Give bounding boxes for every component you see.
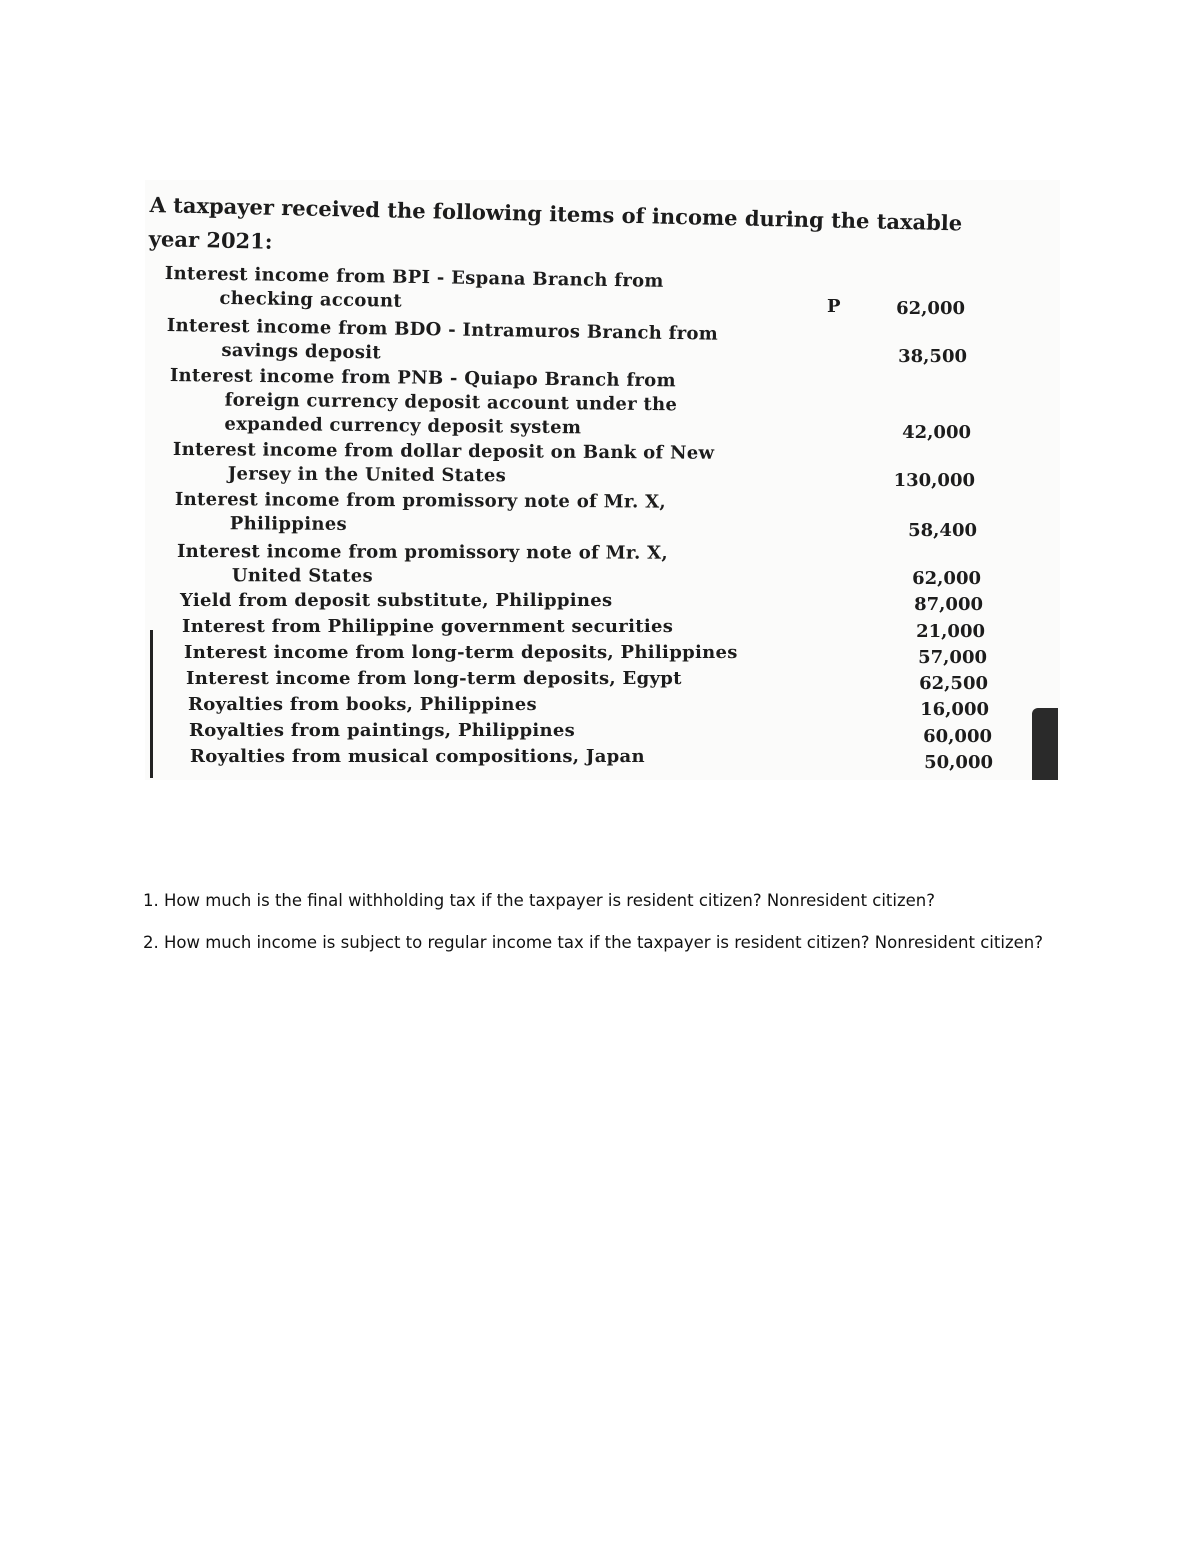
income-item bbox=[180, 589, 612, 613]
income-item-line1: Interest income from dollar deposit on Bank of New bbox=[172, 438, 715, 464]
income-item-line2: Philippines bbox=[229, 513, 347, 535]
income-amount: 87,000 bbox=[914, 594, 983, 615]
scanned-problem-image bbox=[145, 180, 1060, 780]
income-amount: 60,000 bbox=[923, 726, 992, 747]
income-item-line1: Royalties from musical compositions, Japan bbox=[190, 746, 645, 767]
income-amount: 16,000 bbox=[920, 699, 989, 720]
income-item-line1: Interest income from BPI - Espana Branch from bbox=[164, 262, 664, 292]
income-item bbox=[190, 745, 645, 769]
currency-symbol: P bbox=[827, 296, 841, 317]
question-1: 1. How much is the final withholding tax if the taxpayer is resident citizen? Nonresident citizen? bbox=[143, 891, 936, 910]
income-item bbox=[189, 719, 575, 743]
income-item-line1: Interest income from long-term deposits, Philippines bbox=[184, 642, 738, 663]
income-item bbox=[186, 667, 682, 691]
income-item-line1: Royalties from paintings, Philippines bbox=[189, 720, 576, 741]
problem-intro: A taxpayer received the following items of income during the taxable year 2021: bbox=[148, 191, 963, 254]
income-item bbox=[177, 540, 668, 590]
income-item-line2: foreign currency deposit account under the bbox=[224, 389, 678, 416]
income-item bbox=[164, 262, 664, 318]
income-item-line1: Interest income from long-term deposits, Egypt bbox=[186, 668, 682, 689]
income-item bbox=[169, 364, 677, 441]
income-amount: 130,000 bbox=[893, 470, 975, 491]
income-amount: 21,000 bbox=[916, 621, 985, 642]
income-item-line2: United States bbox=[231, 565, 373, 587]
income-item-line1: Interest from Philippine government securities bbox=[182, 616, 674, 637]
income-amount: 42,000 bbox=[902, 422, 971, 443]
income-item-line1: Interest income from BDO - Intramuros Branch from bbox=[166, 314, 719, 345]
income-item bbox=[188, 693, 537, 717]
scan-edge-left bbox=[150, 630, 153, 778]
income-amount: 62,000 bbox=[912, 568, 981, 589]
income-item-line1: Royalties from books, Philippines bbox=[188, 694, 537, 715]
scan-edge-right bbox=[1032, 708, 1058, 780]
income-amount: 38,500 bbox=[898, 346, 967, 367]
income-item bbox=[184, 641, 738, 665]
income-amount: 57,000 bbox=[918, 647, 987, 668]
income-amount: 58,400 bbox=[908, 520, 977, 541]
income-item bbox=[173, 438, 715, 490]
income-amount: 62,500 bbox=[919, 673, 988, 694]
income-item bbox=[175, 488, 666, 539]
income-item-line1: Interest income from promissory note of Mr. X, bbox=[174, 489, 667, 513]
questions-section bbox=[143, 888, 1043, 972]
income-item-line1: Yield from deposit substitute, Philippines bbox=[180, 590, 613, 611]
question-2: 2. How much income is subject to regular income tax if the taxpayer is resident citizen? Nonresident citizen? bbox=[143, 933, 1043, 952]
income-item-line2: checking account bbox=[219, 287, 403, 312]
income-item-line1: Interest income from promissory note of Mr. X, bbox=[176, 541, 669, 564]
income-item-line2: savings deposit bbox=[221, 339, 382, 364]
income-item bbox=[166, 314, 718, 371]
income-item-line1: Interest income from PNB - Quiapo Branch from bbox=[169, 364, 676, 392]
income-amount: 62,000 bbox=[896, 298, 965, 319]
income-item-line3: expanded currency deposit system bbox=[224, 413, 582, 439]
income-item-line2: Jersey in the United States bbox=[227, 463, 507, 487]
income-item bbox=[182, 615, 673, 639]
income-amount: 50,000 bbox=[924, 752, 993, 773]
